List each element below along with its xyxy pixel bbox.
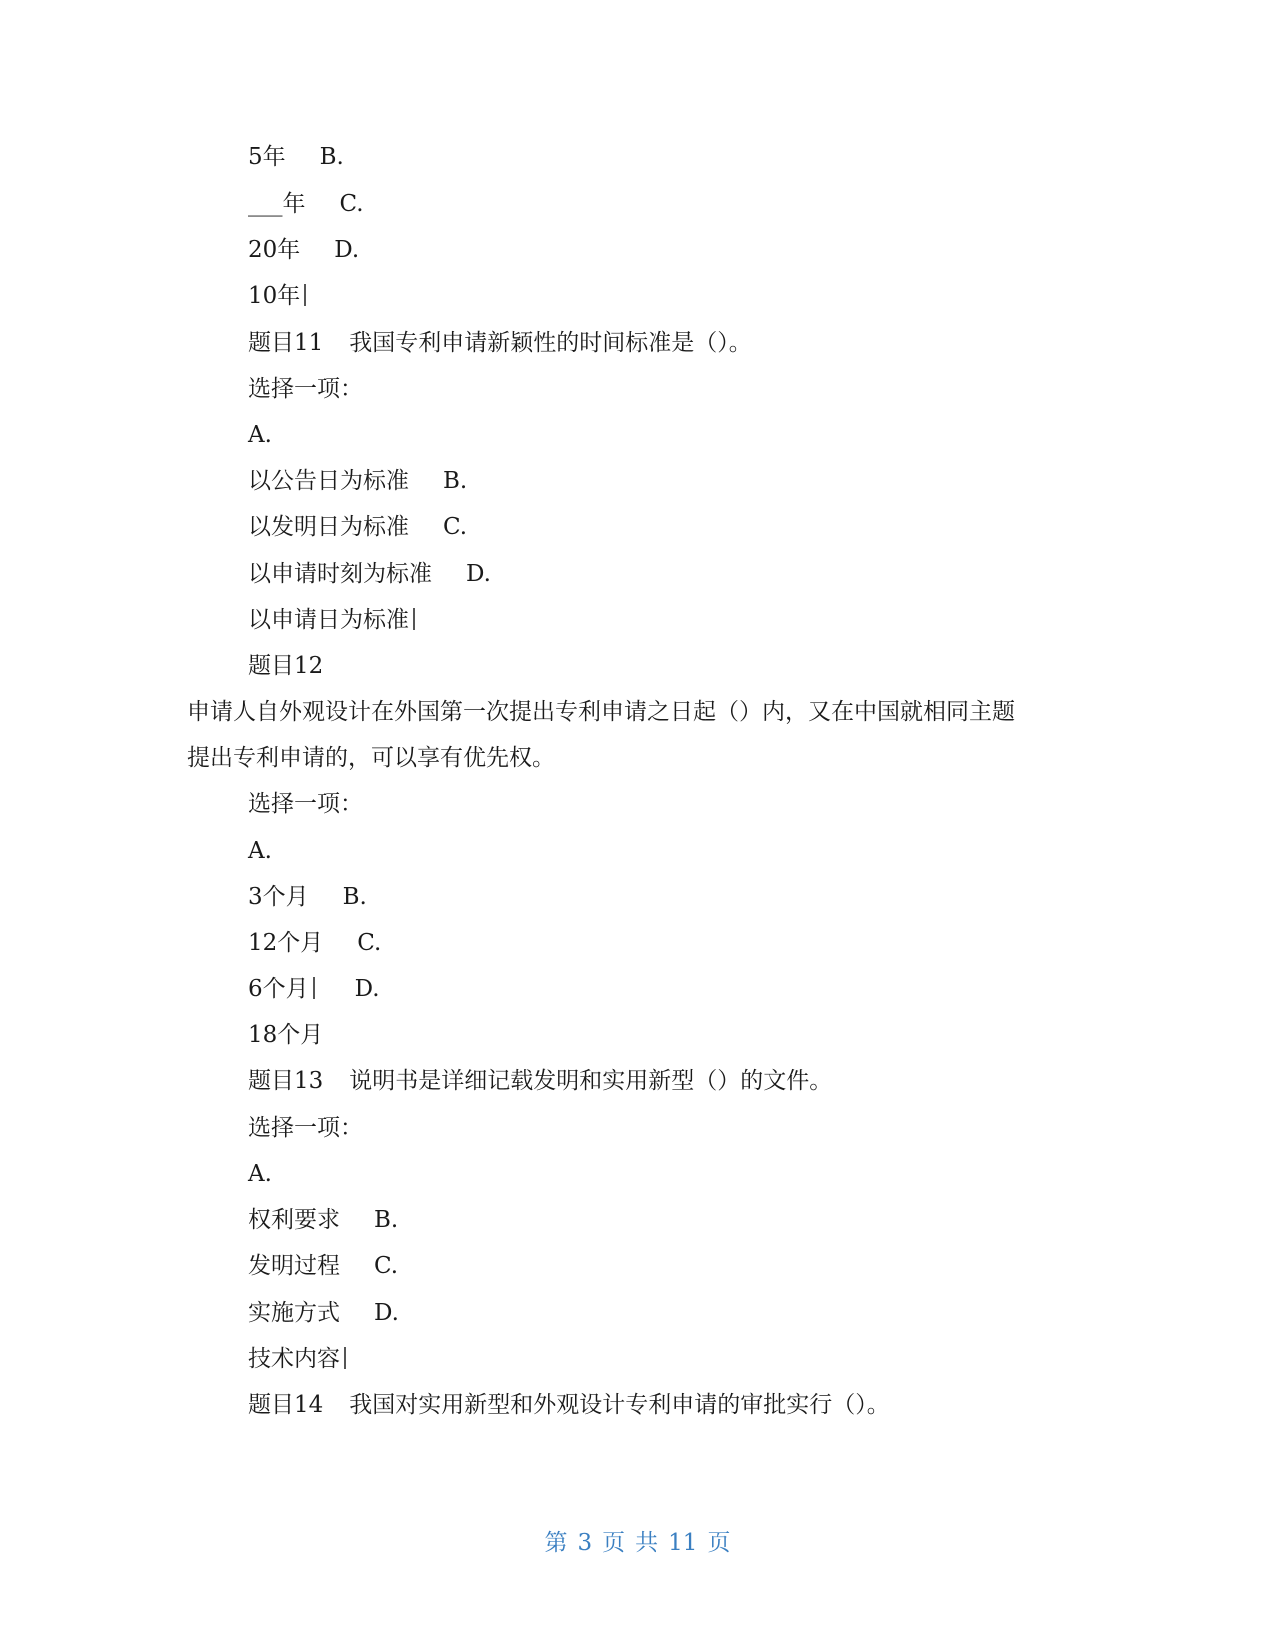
question-text: 申请人自外观设计在外国第一次提出专利申请之日起（）内，又在中国就相同主题 [187,699,1015,725]
question-text: 说明书是详细记载发明和实用新型（）的文件。 [349,1068,833,1094]
option-letter: D. [334,237,360,263]
option-row [248,882,367,912]
question-heading [248,328,752,358]
option-row [248,974,380,1004]
option-text: 18个月 [248,1022,324,1048]
option-letter: A. [248,838,272,864]
option-letter: C. [357,930,382,956]
option-text: 以发明日为标准 [248,514,409,540]
option-letter: C. [339,191,364,217]
question-number: 题目13 [248,1068,324,1094]
option-row [248,1251,398,1281]
option-text: 实施方式 [248,1300,340,1326]
text-cursor [344,1347,346,1369]
option-row [248,1205,398,1235]
option-text: 5年 [248,144,286,170]
option-text: 技术内容 [248,1346,340,1372]
option-text: 3个月 [248,884,309,910]
option-letter: A. [248,422,272,448]
total-pages: 11 [668,1530,698,1556]
text-cursor [304,284,306,306]
option-row [248,281,306,311]
question-number: 题目12 [248,653,324,679]
choose-prompt: 选择一项： [248,1115,363,1141]
option-letter: B. [319,144,344,170]
option-row [248,1344,346,1374]
option-letter: C. [443,514,468,540]
question-heading [248,1066,832,1096]
option-row [248,466,467,496]
footer-word: 页 [602,1530,626,1556]
page-number: 3 [577,1530,593,1556]
option-text: 以申请时刻为标准 [248,561,432,587]
option-text: 权利要求 [248,1207,340,1233]
option-row [248,512,467,542]
question-text: 提出专利申请的，可以享有优先权。 [187,745,555,771]
question-text: 我国对实用新型和外观设计专利申请的审批实行（）。 [349,1392,890,1418]
choose-prompt: 选择一项： [248,376,363,402]
option-text: ___年 [248,191,306,217]
option-text: 以申请日为标准 [248,607,409,633]
option-letter: D. [354,976,380,1002]
option-text: 20年 [248,237,301,263]
footer-word: 共 [635,1530,659,1556]
option-text: 发明过程 [248,1253,340,1279]
question-number: 题目14 [248,1392,324,1418]
option-text: 10年 [248,283,301,309]
option-row [248,559,491,589]
option-row [248,235,359,265]
option-letter: C. [374,1253,399,1279]
choose-prompt: 选择一项： [248,791,363,817]
option-letter: D. [374,1300,399,1326]
text-cursor [413,608,415,630]
option-row [248,142,344,172]
option-letter: A. [248,1161,272,1187]
question-heading [248,1390,890,1420]
option-letter: B. [342,884,367,910]
page-footer [0,1528,1275,1558]
text-cursor [313,977,315,999]
option-letter: B. [443,468,468,494]
footer-word: 页 [707,1530,731,1556]
option-letter: B. [374,1207,399,1233]
option-text: 6个月 [248,976,309,1002]
option-row [248,605,415,635]
question-number: 题目11 [248,330,324,356]
option-text: 12个月 [248,930,324,956]
option-row [248,189,364,219]
option-text: 以公告日为标准 [248,468,409,494]
option-row [248,928,381,958]
option-row [248,1298,399,1328]
option-letter: D. [466,561,491,587]
question-text: 我国专利申请新颖性的时间标准是（）。 [349,330,752,356]
footer-word: 第 [544,1530,568,1556]
